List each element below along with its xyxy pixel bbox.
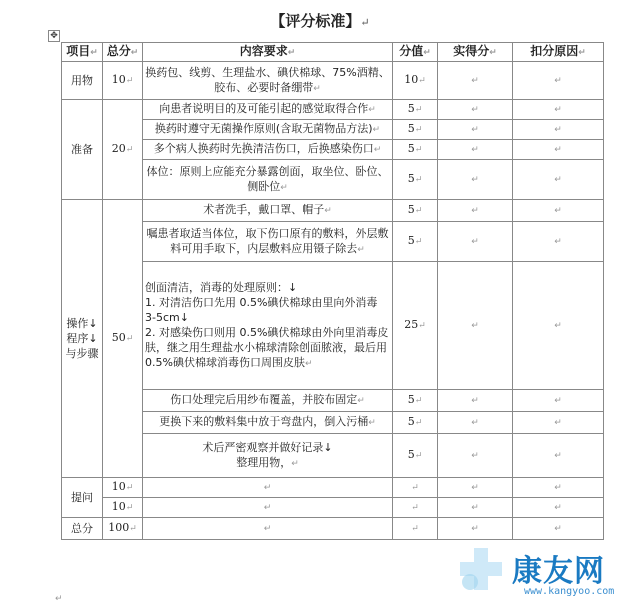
earned-score-cell[interactable]: ↵	[438, 498, 513, 518]
table-row	[62, 478, 604, 498]
table-row	[62, 518, 604, 540]
section-name: 提问	[62, 478, 103, 518]
paragraph-mark: ↵	[360, 16, 370, 29]
deduct-reason-cell[interactable]: ↵	[513, 222, 604, 262]
section-name: 用物	[62, 62, 103, 100]
section-total: 20↵	[103, 100, 143, 200]
section-name: 总分	[62, 518, 103, 540]
content-requirement: 换药包、线剪、生理盐水、碘伏棉球、75%酒精、胶布、必要时备绷带↵	[143, 62, 393, 100]
content-requirement: 创面清洁，消毒的处理原则：↓ 1. 对清洁伤口先用 0.5%碘伏棉球由里向外消毒 3-5cm↓ 2. 对感染伤口则用 0.5%碘伏棉球由外向里消毒皮肤，继之用生理盐水小棉球清除创面脓液，最后用 0.5%碘伏棉球消毒伤口周围皮肤↵	[143, 262, 393, 390]
earned-score-cell[interactable]: ↵	[438, 100, 513, 120]
content-requirement: 多个病人换药时先换清洁伤口，后换感染伤口↵	[143, 140, 393, 160]
score-value: 5↵	[393, 100, 438, 120]
deduct-reason-cell[interactable]: ↵	[513, 412, 604, 434]
table-row	[62, 160, 604, 200]
question-total: 10↵	[103, 498, 143, 518]
section-name: 操作↓ 程序↓ 与步骤	[62, 200, 103, 478]
cross-logo-icon	[454, 542, 510, 598]
table-row	[62, 262, 604, 390]
earned-score-cell[interactable]: ↵	[438, 262, 513, 390]
table-row	[62, 200, 604, 222]
table-row	[62, 62, 604, 100]
content-requirement: 换药时遵守无菌操作原则(含取无菌物品方法)↵	[143, 120, 393, 140]
section-name: 准备	[62, 100, 103, 200]
header-score: 分值↵	[393, 43, 438, 62]
earned-score-cell[interactable]: ↵	[438, 160, 513, 200]
watermark-logo	[454, 542, 634, 602]
deduct-reason-cell[interactable]: ↵	[513, 160, 604, 200]
header-item: 项目↵	[62, 43, 103, 62]
section-total: 100↵	[103, 518, 143, 540]
watermark-url: www.kangyoo.com	[524, 586, 615, 597]
score-value: 5↵	[393, 390, 438, 412]
table-row	[62, 140, 604, 160]
deduct-reason-cell[interactable]: ↵	[513, 262, 604, 390]
deduct-reason-cell[interactable]: ↵	[513, 120, 604, 140]
content-requirement: 术者洗手，戴口罩、帽子↵	[143, 200, 393, 222]
table-row	[62, 434, 604, 478]
content-requirement: ↵	[143, 518, 393, 540]
score-value: ↵	[393, 518, 438, 540]
score-value: 5↵	[393, 222, 438, 262]
score-value: 10↵	[393, 62, 438, 100]
earned-score-cell[interactable]: ↵	[438, 62, 513, 100]
table-row	[62, 120, 604, 140]
deduct-reason-cell[interactable]: ↵	[513, 390, 604, 412]
score-value: ↵	[393, 478, 438, 498]
score-value: 5↵	[393, 200, 438, 222]
deduct-reason-cell[interactable]: ↵	[513, 200, 604, 222]
earned-score-cell[interactable]: ↵	[438, 200, 513, 222]
content-requirement: ↵	[143, 478, 393, 498]
end-paragraph-mark: ↵	[55, 594, 63, 604]
earned-score-cell[interactable]: ↵	[438, 222, 513, 262]
table-row	[62, 100, 604, 120]
content-requirement: ↵	[143, 498, 393, 518]
deduct-reason-cell[interactable]: ↵	[513, 100, 604, 120]
table-anchor-icon[interactable]	[48, 30, 60, 42]
table-row	[62, 222, 604, 262]
content-requirement: 伤口处理完后用纱布覆盖，并胶布固定↵	[143, 390, 393, 412]
deduct-reason-cell[interactable]: ↵	[513, 498, 604, 518]
content-requirement: 更换下来的敷料集中放于弯盘内，倒入污桶↵	[143, 412, 393, 434]
earned-score-cell[interactable]: ↵	[438, 518, 513, 540]
score-value: 5↵	[393, 412, 438, 434]
content-requirement: 术后严密观察并做好记录↓ 整理用物，↵	[143, 434, 393, 478]
earned-score-cell[interactable]: ↵	[438, 120, 513, 140]
content-requirement: 向患者说明目的及可能引起的感觉取得合作↵	[143, 100, 393, 120]
deduct-reason-cell[interactable]: ↵	[513, 434, 604, 478]
score-value: ↵	[393, 498, 438, 518]
header-earned: 实得分↵	[438, 43, 513, 62]
deduct-reason-cell[interactable]: ↵	[513, 62, 604, 100]
section-total: 50↵	[103, 200, 143, 478]
earned-score-cell[interactable]: ↵	[438, 478, 513, 498]
score-value: 25↵	[393, 262, 438, 390]
earned-score-cell[interactable]: ↵	[438, 140, 513, 160]
header-deduct-reason: 扣分原因↵	[513, 43, 604, 62]
earned-score-cell[interactable]: ↵	[438, 390, 513, 412]
header-content: 内容要求↵	[143, 43, 393, 62]
anchor-symbol: ✥	[50, 31, 58, 41]
table-row	[62, 412, 604, 434]
score-value: 5↵	[393, 140, 438, 160]
header-row	[62, 43, 604, 62]
earned-score-cell[interactable]: ↵	[438, 412, 513, 434]
score-value: 5↵	[393, 434, 438, 478]
deduct-reason-cell[interactable]: ↵	[513, 478, 604, 498]
table-row	[62, 390, 604, 412]
page-title	[0, 10, 640, 31]
score-value: 5↵	[393, 160, 438, 200]
deduct-reason-cell[interactable]: ↵	[513, 140, 604, 160]
earned-score-cell[interactable]: ↵	[438, 434, 513, 478]
title-text: 【评分标准】	[270, 12, 361, 30]
watermark-name: 康友网	[512, 554, 605, 589]
question-total: 10↵	[103, 478, 143, 498]
content-requirement: 体位：原则上应能充分暴露创面，取坐位、卧位、侧卧位↵	[143, 160, 393, 200]
header-total: 总分↵	[103, 43, 143, 62]
scoring-table	[61, 42, 604, 540]
content-requirement: 嘱患者取适当体位，取下伤口原有的敷料，外层敷料可用手取下，内层敷料应用镊子除去↵	[143, 222, 393, 262]
score-value: 5↵	[393, 120, 438, 140]
deduct-reason-cell[interactable]: ↵	[513, 518, 604, 540]
table-row	[62, 498, 604, 518]
section-total: 10↵	[103, 62, 143, 100]
